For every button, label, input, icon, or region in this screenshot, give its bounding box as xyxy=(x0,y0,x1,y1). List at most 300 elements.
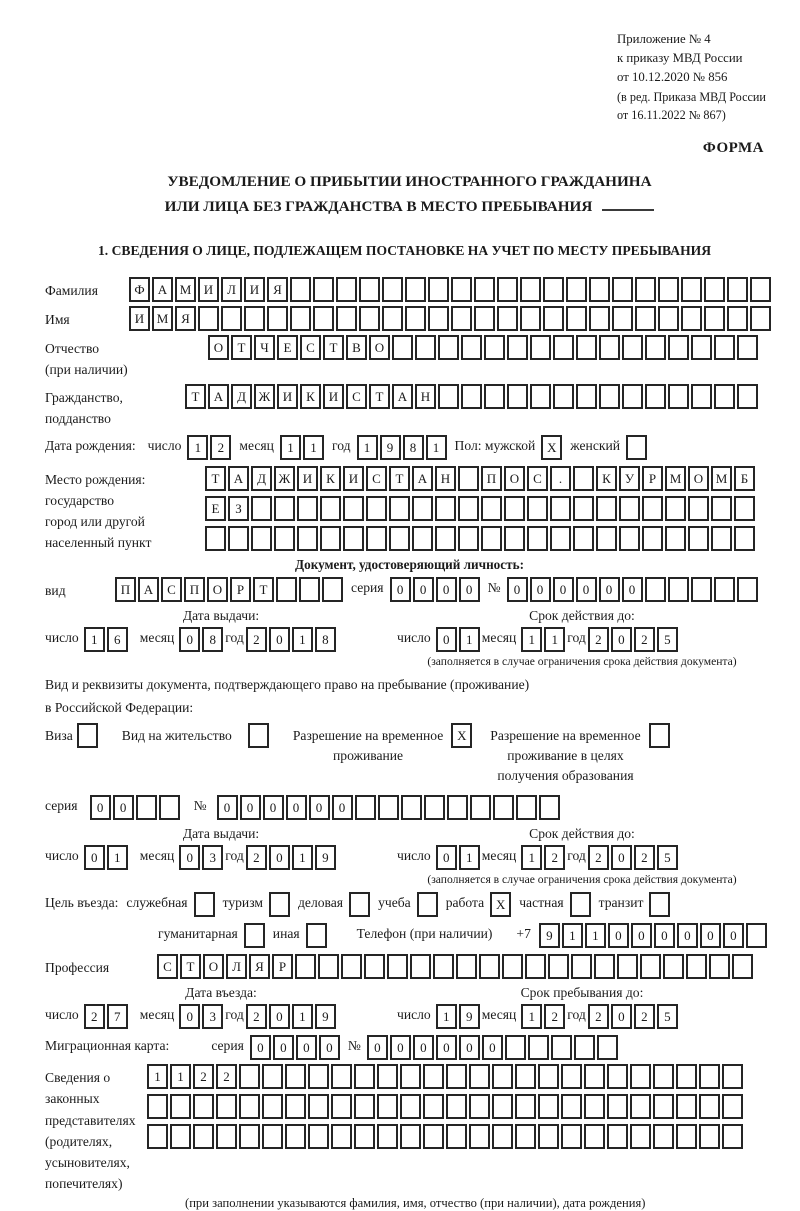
char-cell[interactable] xyxy=(635,277,656,302)
char-cell[interactable]: 0 xyxy=(250,1035,271,1060)
char-cell[interactable] xyxy=(691,384,712,409)
char-cell[interactable]: Н xyxy=(415,384,436,409)
char-cell[interactable] xyxy=(447,795,468,820)
private-checkbox[interactable] xyxy=(570,892,591,917)
char-cell[interactable] xyxy=(170,1124,191,1149)
permit-issue-month-input[interactable] xyxy=(179,845,225,870)
char-cell[interactable]: 2 xyxy=(634,1004,655,1029)
char-cell[interactable] xyxy=(653,1064,674,1089)
char-cell[interactable]: 0 xyxy=(319,1035,340,1060)
char-cell[interactable]: С xyxy=(300,335,321,360)
char-cell[interactable]: Т xyxy=(180,954,201,979)
doc-issue-month-input[interactable] xyxy=(179,627,225,652)
char-cell[interactable] xyxy=(727,277,748,302)
char-cell[interactable] xyxy=(750,277,771,302)
char-cell[interactable]: 0 xyxy=(179,1004,200,1029)
char-cell[interactable] xyxy=(377,1124,398,1149)
char-cell[interactable]: П xyxy=(115,577,136,602)
char-cell[interactable] xyxy=(336,306,357,331)
char-cell[interactable]: И xyxy=(198,277,219,302)
char-cell[interactable]: О xyxy=(207,577,228,602)
char-cell[interactable] xyxy=(722,1124,743,1149)
char-cell[interactable]: Б xyxy=(734,466,755,491)
char-cell[interactable]: 0 xyxy=(179,627,200,652)
char-cell[interactable] xyxy=(573,466,594,491)
char-cell[interactable] xyxy=(451,306,472,331)
char-cell[interactable]: 0 xyxy=(332,795,353,820)
char-cell[interactable] xyxy=(458,526,479,551)
char-cell[interactable]: В xyxy=(346,335,367,360)
char-cell[interactable] xyxy=(331,1094,352,1119)
char-cell[interactable] xyxy=(401,795,422,820)
char-cell[interactable]: 0 xyxy=(90,795,111,820)
char-cell[interactable]: 1 xyxy=(562,923,583,948)
char-cell[interactable]: П xyxy=(184,577,205,602)
char-cell[interactable] xyxy=(539,795,560,820)
rep-input-row2[interactable] xyxy=(147,1094,745,1119)
char-cell[interactable]: 1 xyxy=(521,845,542,870)
char-cell[interactable] xyxy=(548,954,569,979)
char-cell[interactable]: 1 xyxy=(187,435,208,460)
char-cell[interactable]: 0 xyxy=(269,627,290,652)
stay-day-input[interactable] xyxy=(436,1004,482,1029)
char-cell[interactable] xyxy=(492,1124,513,1149)
char-cell[interactable] xyxy=(481,496,502,521)
char-cell[interactable]: 1 xyxy=(544,627,565,652)
char-cell[interactable] xyxy=(193,1094,214,1119)
char-cell[interactable]: 0 xyxy=(576,577,597,602)
char-cell[interactable]: 7 xyxy=(107,1004,128,1029)
char-cell[interactable]: 1 xyxy=(292,845,313,870)
study-checkbox[interactable] xyxy=(417,892,438,917)
char-cell[interactable] xyxy=(389,496,410,521)
char-cell[interactable]: Т xyxy=(389,466,410,491)
char-cell[interactable] xyxy=(599,335,620,360)
char-cell[interactable]: 2 xyxy=(588,845,609,870)
char-cell[interactable] xyxy=(668,384,689,409)
char-cell[interactable] xyxy=(734,496,755,521)
permit-series-input[interactable] xyxy=(90,795,182,820)
birth-year-input[interactable] xyxy=(357,435,449,460)
char-cell[interactable] xyxy=(617,954,638,979)
char-cell[interactable] xyxy=(589,277,610,302)
char-cell[interactable] xyxy=(722,1064,743,1089)
char-cell[interactable] xyxy=(382,277,403,302)
stay-month-input[interactable] xyxy=(521,1004,567,1029)
char-cell[interactable] xyxy=(504,526,525,551)
char-cell[interactable] xyxy=(400,1124,421,1149)
char-cell[interactable]: И xyxy=(343,466,364,491)
char-cell[interactable]: 2 xyxy=(634,845,655,870)
char-cell[interactable] xyxy=(714,384,735,409)
char-cell[interactable]: 0 xyxy=(459,1035,480,1060)
other-checkbox[interactable] xyxy=(306,923,327,948)
char-cell[interactable]: О xyxy=(504,466,525,491)
char-cell[interactable]: 1 xyxy=(84,627,105,652)
char-cell[interactable] xyxy=(619,526,640,551)
doc-issue-day-input[interactable] xyxy=(84,627,130,652)
char-cell[interactable] xyxy=(285,1094,306,1119)
char-cell[interactable]: Ч xyxy=(254,335,275,360)
char-cell[interactable]: Р xyxy=(230,577,251,602)
char-cell[interactable]: М xyxy=(152,306,173,331)
char-cell[interactable] xyxy=(711,496,732,521)
char-cell[interactable]: 6 xyxy=(107,627,128,652)
char-cell[interactable] xyxy=(392,335,413,360)
char-cell[interactable]: Л xyxy=(226,954,247,979)
char-cell[interactable] xyxy=(285,1064,306,1089)
char-cell[interactable]: 2 xyxy=(246,845,267,870)
sex-male-checkbox[interactable]: X xyxy=(541,435,562,460)
char-cell[interactable]: 0 xyxy=(263,795,284,820)
char-cell[interactable]: 5 xyxy=(657,1004,678,1029)
char-cell[interactable]: Т xyxy=(205,466,226,491)
char-cell[interactable]: 1 xyxy=(459,845,480,870)
char-cell[interactable]: 0 xyxy=(608,923,629,948)
char-cell[interactable]: Я xyxy=(175,306,196,331)
char-cell[interactable] xyxy=(479,954,500,979)
char-cell[interactable] xyxy=(709,954,730,979)
char-cell[interactable]: 1 xyxy=(585,923,606,948)
char-cell[interactable] xyxy=(737,384,758,409)
char-cell[interactable] xyxy=(727,306,748,331)
char-cell[interactable]: К xyxy=(300,384,321,409)
tourism-checkbox[interactable] xyxy=(269,892,290,917)
permit-issue-year-input[interactable] xyxy=(246,845,338,870)
doc-series-input[interactable] xyxy=(390,577,482,602)
char-cell[interactable] xyxy=(688,526,709,551)
char-cell[interactable] xyxy=(423,1124,444,1149)
char-cell[interactable]: 0 xyxy=(390,577,411,602)
char-cell[interactable] xyxy=(561,1094,582,1119)
char-cell[interactable] xyxy=(530,384,551,409)
char-cell[interactable]: 9 xyxy=(459,1004,480,1029)
char-cell[interactable] xyxy=(308,1124,329,1149)
char-cell[interactable] xyxy=(331,1124,352,1149)
mig-series-input[interactable] xyxy=(250,1035,342,1060)
char-cell[interactable] xyxy=(412,496,433,521)
char-cell[interactable]: 3 xyxy=(202,845,223,870)
work-checkbox[interactable]: X xyxy=(490,892,511,917)
char-cell[interactable]: 0 xyxy=(482,1035,503,1060)
char-cell[interactable]: 0 xyxy=(390,1035,411,1060)
official-checkbox[interactable] xyxy=(194,892,215,917)
char-cell[interactable]: 0 xyxy=(436,627,457,652)
char-cell[interactable] xyxy=(699,1094,720,1119)
char-cell[interactable] xyxy=(653,1124,674,1149)
char-cell[interactable] xyxy=(405,277,426,302)
char-cell[interactable] xyxy=(520,306,541,331)
char-cell[interactable] xyxy=(400,1064,421,1089)
char-cell[interactable]: А xyxy=(152,277,173,302)
char-cell[interactable] xyxy=(571,954,592,979)
birth-day-input[interactable] xyxy=(187,435,233,460)
char-cell[interactable] xyxy=(481,526,502,551)
char-cell[interactable] xyxy=(355,795,376,820)
char-cell[interactable]: Т xyxy=(185,384,206,409)
char-cell[interactable] xyxy=(308,1094,329,1119)
char-cell[interactable]: К xyxy=(320,466,341,491)
char-cell[interactable] xyxy=(538,1064,559,1089)
rep-input-row1[interactable] xyxy=(147,1064,745,1089)
char-cell[interactable] xyxy=(159,795,180,820)
profession-input[interactable] xyxy=(157,954,755,979)
char-cell[interactable] xyxy=(676,1064,697,1089)
char-cell[interactable] xyxy=(274,496,295,521)
char-cell[interactable] xyxy=(665,526,686,551)
char-cell[interactable] xyxy=(699,1124,720,1149)
char-cell[interactable] xyxy=(382,306,403,331)
char-cell[interactable]: 1 xyxy=(521,627,542,652)
char-cell[interactable]: 0 xyxy=(459,577,480,602)
char-cell[interactable]: 9 xyxy=(539,923,560,948)
char-cell[interactable] xyxy=(551,1035,572,1060)
char-cell[interactable] xyxy=(239,1064,260,1089)
char-cell[interactable] xyxy=(665,496,686,521)
char-cell[interactable] xyxy=(297,496,318,521)
char-cell[interactable]: О xyxy=(688,466,709,491)
sex-female-checkbox[interactable] xyxy=(626,435,647,460)
patronymic-input[interactable] xyxy=(208,335,760,360)
char-cell[interactable]: 0 xyxy=(113,795,134,820)
char-cell[interactable] xyxy=(456,954,477,979)
char-cell[interactable] xyxy=(681,277,702,302)
char-cell[interactable]: С xyxy=(161,577,182,602)
transit-checkbox[interactable] xyxy=(649,892,670,917)
char-cell[interactable] xyxy=(668,577,689,602)
char-cell[interactable] xyxy=(228,526,249,551)
char-cell[interactable]: 9 xyxy=(315,1004,336,1029)
entry-day-input[interactable] xyxy=(84,1004,130,1029)
char-cell[interactable] xyxy=(497,277,518,302)
char-cell[interactable] xyxy=(642,496,663,521)
char-cell[interactable] xyxy=(331,1064,352,1089)
char-cell[interactable]: 0 xyxy=(611,627,632,652)
char-cell[interactable]: А xyxy=(392,384,413,409)
char-cell[interactable]: 2 xyxy=(246,627,267,652)
char-cell[interactable] xyxy=(423,1064,444,1089)
char-cell[interactable] xyxy=(630,1094,651,1119)
char-cell[interactable]: Д xyxy=(251,466,272,491)
char-cell[interactable] xyxy=(415,335,436,360)
char-cell[interactable] xyxy=(410,954,431,979)
char-cell[interactable]: 2 xyxy=(193,1064,214,1089)
char-cell[interactable]: З xyxy=(228,496,249,521)
char-cell[interactable]: О xyxy=(369,335,390,360)
char-cell[interactable] xyxy=(699,1064,720,1089)
char-cell[interactable] xyxy=(737,577,758,602)
char-cell[interactable]: 0 xyxy=(413,1035,434,1060)
char-cell[interactable]: М xyxy=(665,466,686,491)
char-cell[interactable] xyxy=(516,795,537,820)
char-cell[interactable] xyxy=(750,306,771,331)
char-cell[interactable] xyxy=(458,466,479,491)
char-cell[interactable] xyxy=(737,335,758,360)
char-cell[interactable] xyxy=(400,1094,421,1119)
char-cell[interactable] xyxy=(193,1124,214,1149)
char-cell[interactable]: 0 xyxy=(240,795,261,820)
char-cell[interactable]: Е xyxy=(205,496,226,521)
char-cell[interactable] xyxy=(553,384,574,409)
char-cell[interactable] xyxy=(688,496,709,521)
char-cell[interactable] xyxy=(676,1094,697,1119)
char-cell[interactable] xyxy=(686,954,707,979)
doc-valid-month-input[interactable] xyxy=(521,627,567,652)
char-cell[interactable]: 1 xyxy=(280,435,301,460)
char-cell[interactable] xyxy=(428,277,449,302)
char-cell[interactable] xyxy=(589,306,610,331)
temp-residence-checkbox[interactable]: X xyxy=(451,723,472,748)
char-cell[interactable] xyxy=(433,954,454,979)
entry-year-input[interactable] xyxy=(246,1004,338,1029)
char-cell[interactable] xyxy=(295,954,316,979)
char-cell[interactable]: 8 xyxy=(315,627,336,652)
char-cell[interactable] xyxy=(691,577,712,602)
char-cell[interactable] xyxy=(262,1124,283,1149)
char-cell[interactable] xyxy=(378,795,399,820)
char-cell[interactable]: С xyxy=(157,954,178,979)
char-cell[interactable] xyxy=(492,1064,513,1089)
birthplace-input-row2[interactable] xyxy=(205,496,757,521)
char-cell[interactable]: И xyxy=(244,277,265,302)
char-cell[interactable]: 5 xyxy=(657,845,678,870)
char-cell[interactable]: 0 xyxy=(700,923,721,948)
char-cell[interactable]: 0 xyxy=(269,845,290,870)
char-cell[interactable]: Р xyxy=(642,466,663,491)
char-cell[interactable] xyxy=(622,384,643,409)
char-cell[interactable] xyxy=(543,306,564,331)
char-cell[interactable]: И xyxy=(297,466,318,491)
char-cell[interactable] xyxy=(354,1064,375,1089)
char-cell[interactable] xyxy=(435,496,456,521)
char-cell[interactable]: Ж xyxy=(274,466,295,491)
char-cell[interactable]: 5 xyxy=(657,627,678,652)
char-cell[interactable]: 1 xyxy=(436,1004,457,1029)
char-cell[interactable]: 0 xyxy=(273,1035,294,1060)
char-cell[interactable] xyxy=(642,526,663,551)
char-cell[interactable] xyxy=(341,954,362,979)
char-cell[interactable]: 0 xyxy=(654,923,675,948)
char-cell[interactable] xyxy=(553,335,574,360)
char-cell[interactable] xyxy=(596,496,617,521)
char-cell[interactable] xyxy=(525,954,546,979)
char-cell[interactable]: 0 xyxy=(611,1004,632,1029)
char-cell[interactable] xyxy=(530,335,551,360)
char-cell[interactable] xyxy=(343,496,364,521)
char-cell[interactable]: 1 xyxy=(459,627,480,652)
char-cell[interactable] xyxy=(527,496,548,521)
char-cell[interactable]: 0 xyxy=(507,577,528,602)
char-cell[interactable] xyxy=(663,954,684,979)
char-cell[interactable] xyxy=(576,384,597,409)
char-cell[interactable] xyxy=(336,277,357,302)
char-cell[interactable] xyxy=(438,335,459,360)
char-cell[interactable] xyxy=(640,954,661,979)
char-cell[interactable] xyxy=(198,306,219,331)
citizenship-input[interactable] xyxy=(185,384,760,409)
doc-valid-year-input[interactable] xyxy=(588,627,680,652)
char-cell[interactable]: И xyxy=(323,384,344,409)
char-cell[interactable] xyxy=(428,306,449,331)
char-cell[interactable] xyxy=(290,277,311,302)
char-cell[interactable] xyxy=(607,1094,628,1119)
char-cell[interactable] xyxy=(262,1094,283,1119)
char-cell[interactable] xyxy=(653,1094,674,1119)
char-cell[interactable] xyxy=(507,384,528,409)
char-cell[interactable] xyxy=(313,306,334,331)
char-cell[interactable] xyxy=(267,306,288,331)
char-cell[interactable] xyxy=(405,306,426,331)
char-cell[interactable]: 3 xyxy=(202,1004,223,1029)
char-cell[interactable] xyxy=(290,306,311,331)
char-cell[interactable] xyxy=(170,1094,191,1119)
char-cell[interactable]: 0 xyxy=(436,577,457,602)
char-cell[interactable]: М xyxy=(711,466,732,491)
char-cell[interactable] xyxy=(451,277,472,302)
char-cell[interactable] xyxy=(714,335,735,360)
char-cell[interactable]: 2 xyxy=(588,627,609,652)
char-cell[interactable]: А xyxy=(228,466,249,491)
char-cell[interactable]: О xyxy=(203,954,224,979)
char-cell[interactable] xyxy=(469,1094,490,1119)
char-cell[interactable] xyxy=(550,526,571,551)
char-cell[interactable] xyxy=(147,1124,168,1149)
char-cell[interactable]: Е xyxy=(277,335,298,360)
char-cell[interactable]: 2 xyxy=(588,1004,609,1029)
char-cell[interactable] xyxy=(746,923,767,948)
char-cell[interactable] xyxy=(469,1124,490,1149)
char-cell[interactable]: 1 xyxy=(147,1064,168,1089)
char-cell[interactable]: 0 xyxy=(367,1035,388,1060)
char-cell[interactable]: 2 xyxy=(634,627,655,652)
char-cell[interactable] xyxy=(285,1124,306,1149)
char-cell[interactable]: С xyxy=(366,466,387,491)
char-cell[interactable]: Т xyxy=(253,577,274,602)
char-cell[interactable] xyxy=(520,277,541,302)
char-cell[interactable] xyxy=(597,1035,618,1060)
char-cell[interactable] xyxy=(734,526,755,551)
doc-type-input[interactable] xyxy=(115,577,345,602)
char-cell[interactable]: 2 xyxy=(84,1004,105,1029)
char-cell[interactable] xyxy=(136,795,157,820)
char-cell[interactable] xyxy=(622,335,643,360)
permit-valid-month-input[interactable] xyxy=(521,845,567,870)
char-cell[interactable]: 0 xyxy=(179,845,200,870)
char-cell[interactable] xyxy=(474,306,495,331)
char-cell[interactable] xyxy=(389,526,410,551)
char-cell[interactable] xyxy=(505,1035,526,1060)
char-cell[interactable] xyxy=(484,384,505,409)
char-cell[interactable]: 1 xyxy=(357,435,378,460)
char-cell[interactable]: Я xyxy=(249,954,270,979)
char-cell[interactable] xyxy=(322,577,343,602)
char-cell[interactable] xyxy=(469,1064,490,1089)
char-cell[interactable] xyxy=(573,526,594,551)
char-cell[interactable] xyxy=(630,1064,651,1089)
surname-input[interactable] xyxy=(129,277,773,302)
char-cell[interactable] xyxy=(299,577,320,602)
doc-valid-day-input[interactable] xyxy=(436,627,482,652)
char-cell[interactable]: 2 xyxy=(544,1004,565,1029)
char-cell[interactable]: Ф xyxy=(129,277,150,302)
char-cell[interactable] xyxy=(474,277,495,302)
char-cell[interactable] xyxy=(645,384,666,409)
char-cell[interactable] xyxy=(274,526,295,551)
char-cell[interactable] xyxy=(424,795,445,820)
char-cell[interactable] xyxy=(366,526,387,551)
char-cell[interactable]: Ж xyxy=(254,384,275,409)
char-cell[interactable] xyxy=(658,277,679,302)
